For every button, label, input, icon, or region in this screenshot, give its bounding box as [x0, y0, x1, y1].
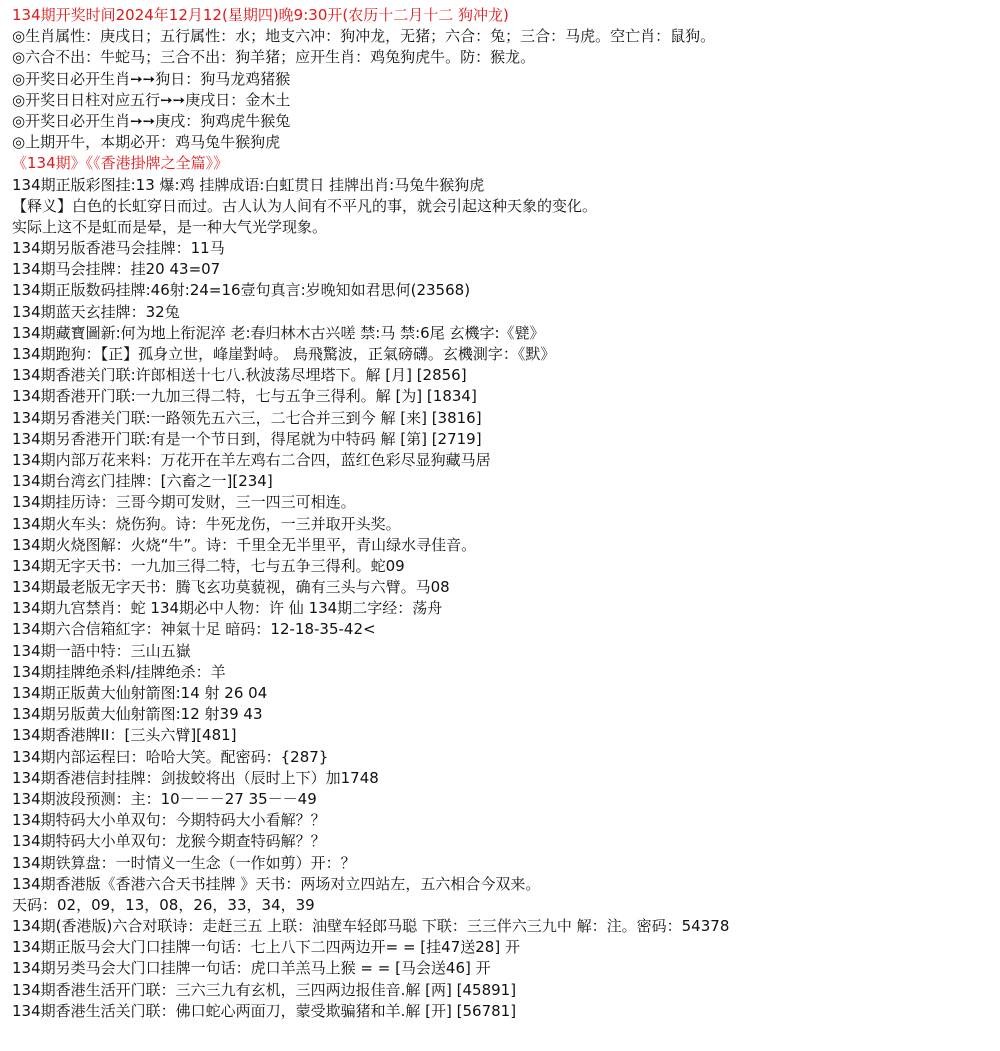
text-line: 134期另类马会大门口挂牌一句话：虎口羊羔马上猴 = = [马会送46] 开: [12, 959, 491, 978]
text-line: 134期台湾玄门挂牌：[六畜之一][234]: [12, 472, 273, 491]
text-line: 134期九宫禁肖：蛇 134期必中人物：许 仙 134期二字经：荡舟: [12, 599, 443, 618]
text-line: 134期波段预测：主：10－－－27 35－－49: [12, 789, 317, 808]
text-line: 134期香港关门联:许郎相送十七八.秋波荡尽埋塔下。解 [月] [2856]: [12, 366, 467, 385]
text-line: 134期正版黄大仙射箭图:14 射 26 04: [12, 684, 268, 702]
text-line: 134期特码大小单双句：今期特码大小看解？？: [12, 811, 326, 830]
text-line: ◎开奖日必开生肖➙➙庚戌：狗鸡虎牛猴兔: [12, 111, 291, 130]
text-line: ◎上期开牛，本期必开：鸡马兔牛猴狗虎: [12, 133, 281, 152]
text-line: 134期藏寶圖新:何为地上衔泥淬 老:春归林木古兴嗟 禁:马 禁:6尾 玄機字:《甓》: [12, 323, 545, 342]
text-line: 134期正版数码挂牌:46射:24=16壹句真言:岁晚知如君思何(23568): [12, 281, 471, 300]
text-line: 天码：02，09，13，08，26，33，34，39: [12, 895, 315, 914]
text-line: 134期蓝天玄挂牌：32兔: [12, 302, 180, 321]
text-line: 134期马会挂牌：挂20 43=07: [12, 260, 221, 279]
text-line: 134期香港开门联:一九加三得二特，七与五争三得利。解 [为] [1834]: [12, 387, 477, 406]
text-line: 134期一語中特：三山五嶽: [12, 641, 191, 660]
text-line: 134期另香港开门联:有是一个节日到，得尾就为中特码 解 [第] [2719]: [12, 429, 482, 448]
text-line: 134期(香港版)六合对联诗：走赶三五 上联：油壁车轻郎马聪 下联：三三伴六三九中 解：注。密码：54378: [12, 917, 730, 936]
text-line: 实际上这不是虹而是晕，是一种大气光学现象。: [12, 217, 328, 236]
text-line: 134期跑狗：【正】孤身立世，峰崖對峙。 鳥飛驚波，正氣磅礴。玄機測字：《默》: [12, 345, 556, 363]
text-line: ◎开奖日日柱对应五行➙➙庚戌日：金木土: [12, 90, 291, 109]
text-line: 134期另版黄大仙射箭图:12 射39 43: [12, 705, 263, 724]
text-line: 134期六合信箱紅字：神氣十足 暗码：12-18-35-42<: [12, 620, 376, 639]
text-line: 134期香港生活关门联：佛口蛇心两面刀，蒙受欺骗猪和羊.解 [开] [56781]: [12, 1001, 517, 1020]
text-line: 134期铁算盘：一时情义一生念（一作如剪）开：？: [12, 853, 356, 872]
text-line: 【释义】白色的长虹穿日而过。古人认为人间有不平凡的事，就会引起这种天象的变化。: [12, 196, 598, 215]
text-line: 134期内部运程曰：哈哈大笑。配密码：{287}: [12, 747, 329, 766]
text-line: 134期正版马会大门口挂牌一句话：七上八下二四两边开= = [挂47送28] 开: [12, 938, 520, 957]
text-line: ◎六合不出：牛蛇马；三合不出：狗羊猪；应开生肖：鸡兔狗虎牛。防：猴龙。: [12, 48, 536, 67]
text-line: 134期香港版《香港六合天书挂牌 》天书：两场对立四站左，五六相合今双来。: [12, 874, 541, 893]
text-line: 134期无字天书：一九加三得二特，七与五争三得利。蛇09: [12, 556, 405, 575]
text-line: 134期火车头：烧伤狗。诗：牛死龙伤，一三并取开头奖。: [12, 514, 401, 533]
text-line: 134期特码大小单双句：龙猴今期查特码解？？: [12, 832, 326, 851]
text-line: 134期挂历诗：三哥今期可发财，三一四三可相连。: [12, 493, 356, 512]
heading-line: 134期开奖时间2024年12月12(星期四)晚9:30开(农历十二月十二 狗冲龙): [12, 6, 509, 24]
text-line: 134期挂牌绝杀料/挂牌绝杀：羊: [12, 662, 226, 681]
text-line: 134期火烧图解：火烧“牛”。诗：千里全无半里平，青山绿水寻佳音。: [12, 535, 477, 554]
text-line: 134期最老版无字天书：腾飞玄功莫藐视，确有三头与六臂。马08: [12, 578, 450, 597]
text-line: 134期香港牌II：[三头六臂][481]: [12, 726, 237, 745]
text-line: 134期香港信封挂牌：剑拔蛟将出（辰时上下）加1748: [12, 768, 379, 787]
heading-line: 《134期》《《香港掛牌之全篇》》: [12, 154, 229, 173]
text-line: 134期内部万花来料：万花开在羊左鸡右二合四，蓝红色彩尽显狗藏马居: [12, 450, 491, 469]
text-line: ◎开奖日必开生肖➙➙狗日：狗马龙鸡猪猴: [12, 69, 291, 88]
text-line: 134期香港生活开门联：三六三九有玄机，三四两边报佳音.解 [两] [45891]: [12, 980, 517, 999]
text-line: 134期另版香港马会挂牌：11马: [12, 239, 225, 258]
text-line: 134期正版彩图挂:13 爆:鸡 挂牌成语:白虹贯日 挂牌出肖:马兔牛猴狗虎: [12, 175, 485, 194]
text-line: ◎生肖属性：庚戌日；五行属性：水；地支六冲：狗冲龙，无猪；六合：兔；三合：马虎。空亡肖：鼠狗。: [12, 27, 716, 46]
text-line: 134期另香港关门联:一路领先五六三，二七合并三到今 解 [来] [3816]: [12, 408, 482, 427]
